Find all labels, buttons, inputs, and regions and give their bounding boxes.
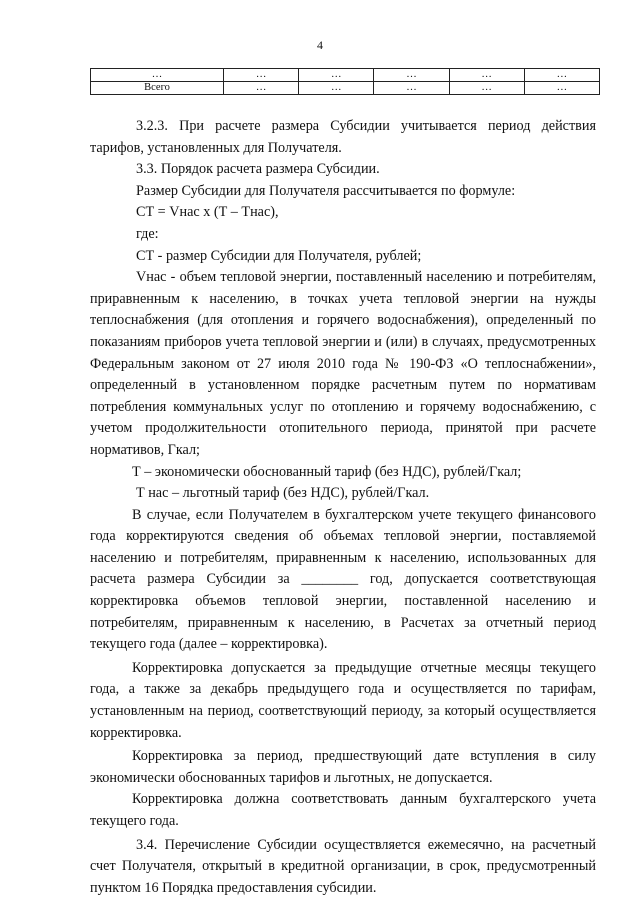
- definition-t: Т – экономически обоснованный тариф (без НДС), рублей/Гкал;: [132, 463, 522, 480]
- table-cell: …: [524, 82, 599, 95]
- page-number: 4: [317, 38, 323, 52]
- paragraph-3-4: 3.4. Перечисление Субсидии осуществляется ежемесячно, на расчетный счет Получателя, открытый в кредитной организации, в срок, предусмотренный пунктом 16 Порядка предоставления субсидии.: [90, 836, 596, 896]
- paragraph-correction-allowed: Корректировка допускается за предыдущие отчетные месяцы текущего года, а также за декабрь предыдущего года и осуществляется по тарифам, установленным на период, соответствующий периоду, за который осуществляется корректировка.: [90, 659, 596, 741]
- table-cell: …: [224, 69, 299, 82]
- formula-intro: Размер Субсидии для Получателя рассчитывается по формуле:: [136, 182, 516, 199]
- table-cell: …: [91, 69, 224, 82]
- paragraph-correction-forbidden: Корректировка за период, предшествующий дате вступления в силу экономически обоснованных тарифов и льготных, не допускается.: [90, 748, 596, 786]
- table-cell: …: [449, 82, 524, 95]
- definition-ct: СТ - размер Субсидии для Получателя, рублей;: [136, 247, 422, 264]
- paragraph-correction-accounting: Корректировка должна соответствовать данным бухгалтерского учета текущего года.: [90, 791, 596, 829]
- definition-tnas: Т нас – льготный тариф (без НДС), рублей/Гкал.: [136, 485, 430, 502]
- paragraph-3-2-3: 3.2.3. При расчете размера Субсидии учитывается период действия тарифов, установленных для Получателя.: [90, 118, 596, 156]
- paragraph-3-3: 3.3. Порядок расчета размера Субсидии.: [136, 161, 380, 178]
- document-body: [90, 116, 596, 899]
- table-cell-total-label: Всего: [91, 82, 224, 95]
- table-cell: …: [299, 69, 374, 82]
- table-cell: …: [449, 69, 524, 82]
- table-cell: …: [224, 82, 299, 95]
- formula: СТ = Vнас x (Т – Тнас),: [136, 204, 279, 221]
- table-cell: …: [524, 69, 599, 82]
- table-cell: …: [299, 82, 374, 95]
- where-label: где:: [136, 225, 159, 242]
- table-row: [91, 69, 600, 82]
- table-cell: …: [374, 82, 449, 95]
- summary-table: [90, 68, 600, 95]
- table-cell: …: [374, 69, 449, 82]
- paragraph-correction-case: В случае, если Получателем в бухгалтерском учете текущего финансового года корректируются сведения об объемах тепловой энергии, поставляемой населению и потребителям, приравненным к населению, использованных для расчета размера Субсидии за ________ год, допускается соответствующая корректировка объемов тепловой энергии, поставленной населению и потребителям, приравненным к населению, в Расчетах за отчетный период текущего года (далее – корректировка).: [90, 506, 596, 653]
- table-row-total: [91, 82, 600, 95]
- definition-vnas: Vнас - объем тепловой энергии, поставленный населению и потребителям, приравненным к населению, в точках учета тепловой энергии на нужды теплоснабжения (для отопления и горячего водоснабжения), определенный по показаниям приборов учета тепловой энергии и (или) в случаях, предусмотренных Федеральным законом от 27 июля 2010 года № 190-ФЗ «О теплоснабжении», определенный в установленном порядке расчетным путем по нормативам потребления коммунальных услуг по отоплению и горячему водоснабжению, с учетом продолжительности отопительного периода, принятой при расчете нормативов, Гкал;: [90, 269, 596, 458]
